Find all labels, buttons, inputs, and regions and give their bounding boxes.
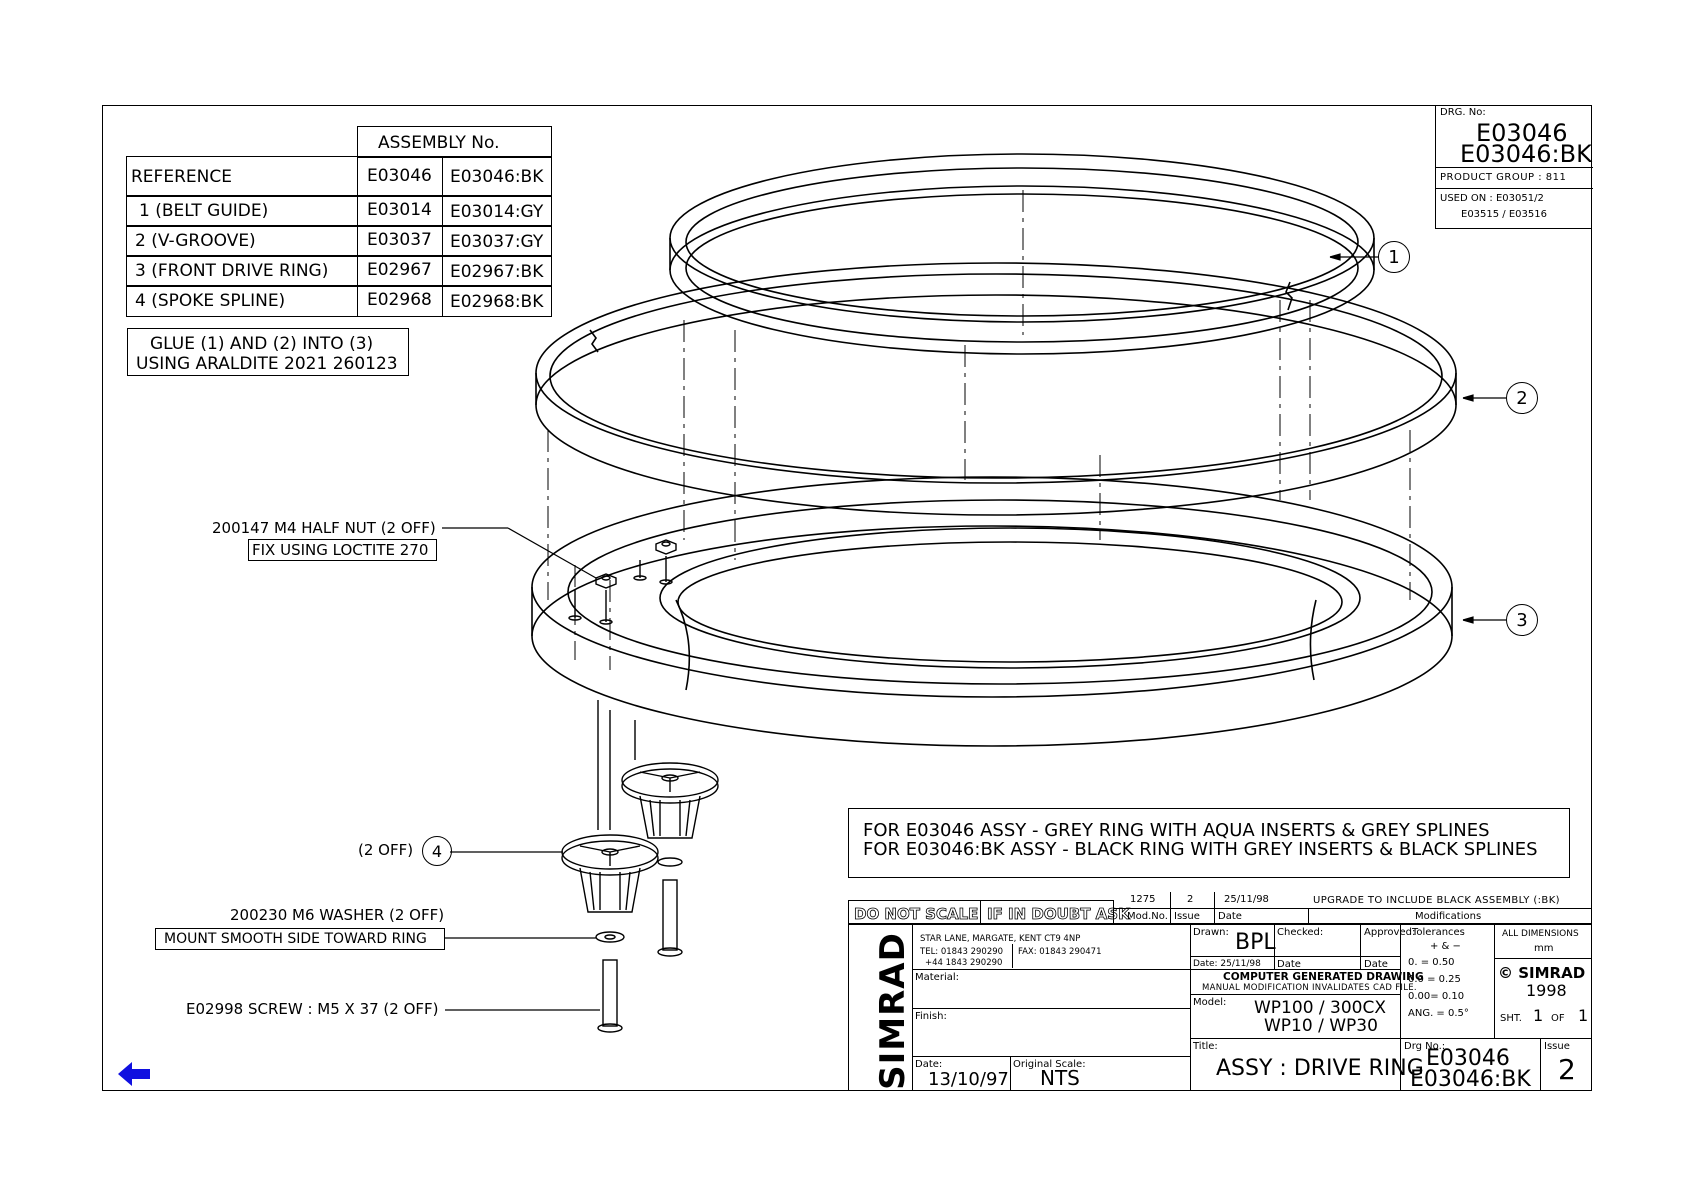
screw-annotation: E02998 SCREW : M5 X 37 (2 OFF)	[186, 1000, 439, 1018]
divider	[1540, 1038, 1541, 1091]
divider	[1190, 994, 1400, 995]
callout-4: 4	[422, 836, 452, 866]
table-cell: E03037	[357, 226, 443, 256]
divider	[1494, 924, 1495, 1038]
table-cell: E03014	[357, 196, 443, 226]
divider	[1436, 188, 1593, 189]
table-row: 1 (BELT GUIDE)	[126, 196, 358, 226]
table-row: 3 (FRONT DRIVE RING)	[126, 256, 358, 286]
callout-1: 1	[1378, 241, 1410, 273]
nut-annotation: 200147 M4 HALF NUT (2 OFF)	[212, 519, 436, 537]
col1-header-cell: E03046	[357, 156, 443, 196]
table-row: 2 (V-GROOVE)	[126, 226, 358, 256]
divider	[1170, 892, 1171, 908]
title-block: DO NOT SCALE IF IN DOUBT ASK 1275 2 25/11/98 UPGRADE TO INCLUDE BLACK ASSEMBLY (:BK) Mod.No. Issue Date Modifications SIMRAD STAR LANE, MARGATE, KENT CT9 4NP TEL: 01843 290290 FAX: 01843 290471 +44 1843 290290 Material: Finish: Date: 13/10/97 Original Scale: NTS Drawn: BPL Date: 25/11/98 Checked: Date Approved: Date COMPUTER GENERATED DRAWING MANUAL MODIFICATION INVALIDATES CAD FILE. Model: WP100 / 300CX WP10 / WP30 Title: ASSY : DRIVE RING Tolerances + & − 0. = 0.50 0.0 = 0.25 0.00= 0.10 ANG. = 0.5° ALL DIMENSIONS mm © SIMRAD 1998 SHT. 1 OF 1 Drg No.: E03046 E03046:BK Issue 2	[848, 892, 1592, 1091]
if-in-doubt-cell: IF IN DOUBT ASK	[980, 900, 1114, 924]
divider	[912, 969, 1190, 970]
divider	[1494, 958, 1592, 959]
table-cell: E02968	[357, 286, 443, 317]
divider	[1010, 1056, 1011, 1091]
front-drive-ring	[532, 477, 1452, 746]
divider	[1308, 908, 1309, 924]
table-row: 4 (SPOKE SPLINE)	[126, 286, 358, 317]
divider	[1190, 1038, 1592, 1039]
callout-2: 2	[1506, 382, 1538, 414]
simrad-logo: SIMRAD	[848, 924, 913, 1091]
divider	[912, 1056, 1190, 1057]
table-cell: E02968:BK	[442, 286, 552, 317]
belt-guide-ring	[670, 154, 1374, 354]
divider	[1360, 924, 1361, 969]
spline-qty: (2 OFF)	[358, 841, 414, 859]
spoke-spline-lower	[562, 700, 658, 1032]
table-cell: E03014:GY	[442, 196, 552, 226]
divider	[1214, 892, 1215, 908]
divider	[912, 1008, 1190, 1009]
divider	[1274, 924, 1275, 969]
washer-annotation: 200230 M6 WASHER (2 OFF)	[230, 906, 445, 924]
table-cell: E02967:BK	[442, 256, 552, 286]
divider	[1012, 944, 1013, 968]
callout-3: 3	[1506, 604, 1538, 636]
reference-header-cell: REFERENCE	[126, 156, 358, 196]
divider	[1214, 908, 1215, 924]
do-not-scale-cell: DO NOT SCALE	[848, 900, 981, 924]
spoke-spline-upper	[622, 763, 718, 956]
assembly-no-header: ASSEMBLY No.	[357, 126, 552, 158]
nut-fix-note: FIX USING LOCTITE 270	[248, 539, 437, 561]
back-arrow-icon[interactable]	[118, 1062, 152, 1086]
divider	[1170, 908, 1171, 924]
color-note: FOR E03046 ASSY - GREY RING WITH AQUA INSERTS & GREY SPLINES FOR E03046:BK ASSY - BLACK RING WITH GREY INSERTS & BLACK SPLINES	[848, 808, 1570, 878]
divider	[1436, 167, 1593, 168]
table-cell: E03037:GY	[442, 226, 552, 256]
divider	[1190, 969, 1400, 970]
divider	[1190, 924, 1191, 1091]
half-nut-parts	[569, 540, 676, 624]
col2-header-cell: E03046:BK	[442, 156, 552, 196]
divider	[1190, 956, 1400, 957]
drg-number-box: DRG. No: E03046 E03046:BK PRODUCT GROUP : 811 USED ON : E03051/2 E03515 / E03516	[1435, 105, 1592, 229]
glue-note: GLUE (1) AND (2) INTO (3) USING ARALDITE 2021 260123	[127, 328, 409, 376]
table-cell: E02967	[357, 256, 443, 286]
washer-note: MOUNT SMOOTH SIDE TOWARD RING	[155, 928, 445, 950]
